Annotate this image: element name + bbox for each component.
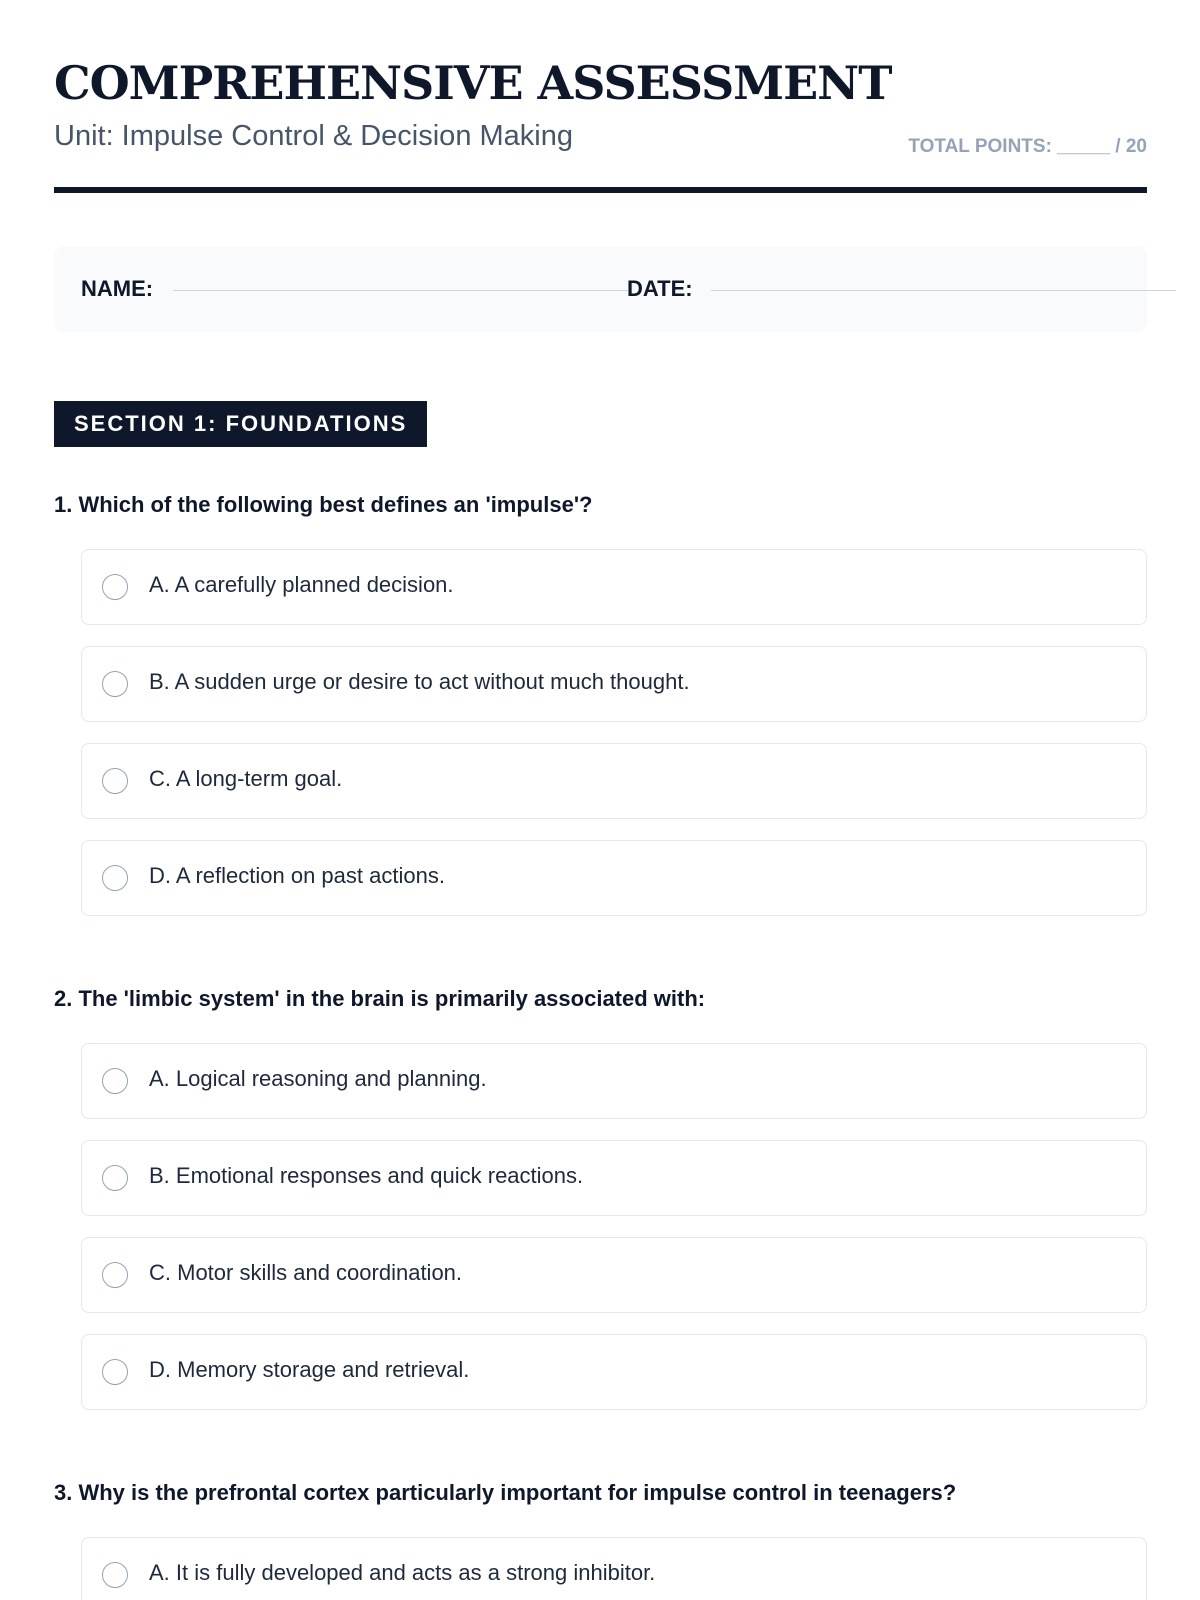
question-3: 3. Why is the prefrontal cortex particularly important for impulse control in teenagers? <box>54 1480 957 1505</box>
question-1-option-b[interactable] <box>81 646 1147 722</box>
radio-icon[interactable] <box>102 865 128 891</box>
option-label: B. Emotional responses and quick reactions. <box>149 1163 584 1188</box>
question-2-option-c[interactable] <box>81 1237 1147 1313</box>
name-field[interactable] <box>173 290 628 291</box>
page-title: COMPREHENSIVE ASSESSMENT <box>54 56 892 110</box>
option-label: D. Memory storage and retrieval. <box>149 1357 470 1382</box>
date-field[interactable] <box>711 290 1176 291</box>
radio-icon[interactable] <box>102 1262 128 1288</box>
question-3-option-a[interactable] <box>81 1537 1147 1600</box>
date-label: DATE: <box>627 276 693 301</box>
question-2-option-b[interactable] <box>81 1140 1147 1216</box>
total-points: TOTAL POINTS: _____ / 20 <box>908 136 1147 157</box>
option-label: B. A sudden urge or desire to act without much thought. <box>149 669 690 694</box>
option-label: C. Motor skills and coordination. <box>149 1260 463 1285</box>
question-1-option-a[interactable] <box>81 549 1147 625</box>
student-info-box <box>54 246 1147 332</box>
question-2: 2. The 'limbic system' in the brain is primarily associated with: <box>54 986 706 1011</box>
question-1: 1. Which of the following best defines an 'impulse'? <box>54 492 593 517</box>
radio-icon[interactable] <box>102 1165 128 1191</box>
radio-icon[interactable] <box>102 768 128 794</box>
question-2-option-d[interactable] <box>81 1334 1147 1410</box>
option-label: C. A long-term goal. <box>149 766 343 791</box>
option-label: A. It is fully developed and acts as a strong inhibitor. <box>149 1560 656 1585</box>
unit-subtitle: Unit: Impulse Control & Decision Making <box>54 120 573 152</box>
option-label: D. A reflection on past actions. <box>149 863 445 888</box>
radio-icon[interactable] <box>102 1359 128 1385</box>
question-2-option-a[interactable] <box>81 1043 1147 1119</box>
question-1-option-c[interactable] <box>81 743 1147 819</box>
option-label: A. A carefully planned decision. <box>149 572 454 597</box>
radio-icon[interactable] <box>102 1068 128 1094</box>
radio-icon[interactable] <box>102 574 128 600</box>
option-label: A. Logical reasoning and planning. <box>149 1066 487 1091</box>
question-1-option-d[interactable] <box>81 840 1147 916</box>
header-divider <box>54 187 1147 193</box>
name-label: NAME: <box>81 276 154 301</box>
section-heading: SECTION 1: FOUNDATIONS <box>54 401 427 447</box>
radio-icon[interactable] <box>102 671 128 697</box>
radio-icon[interactable] <box>102 1562 128 1588</box>
